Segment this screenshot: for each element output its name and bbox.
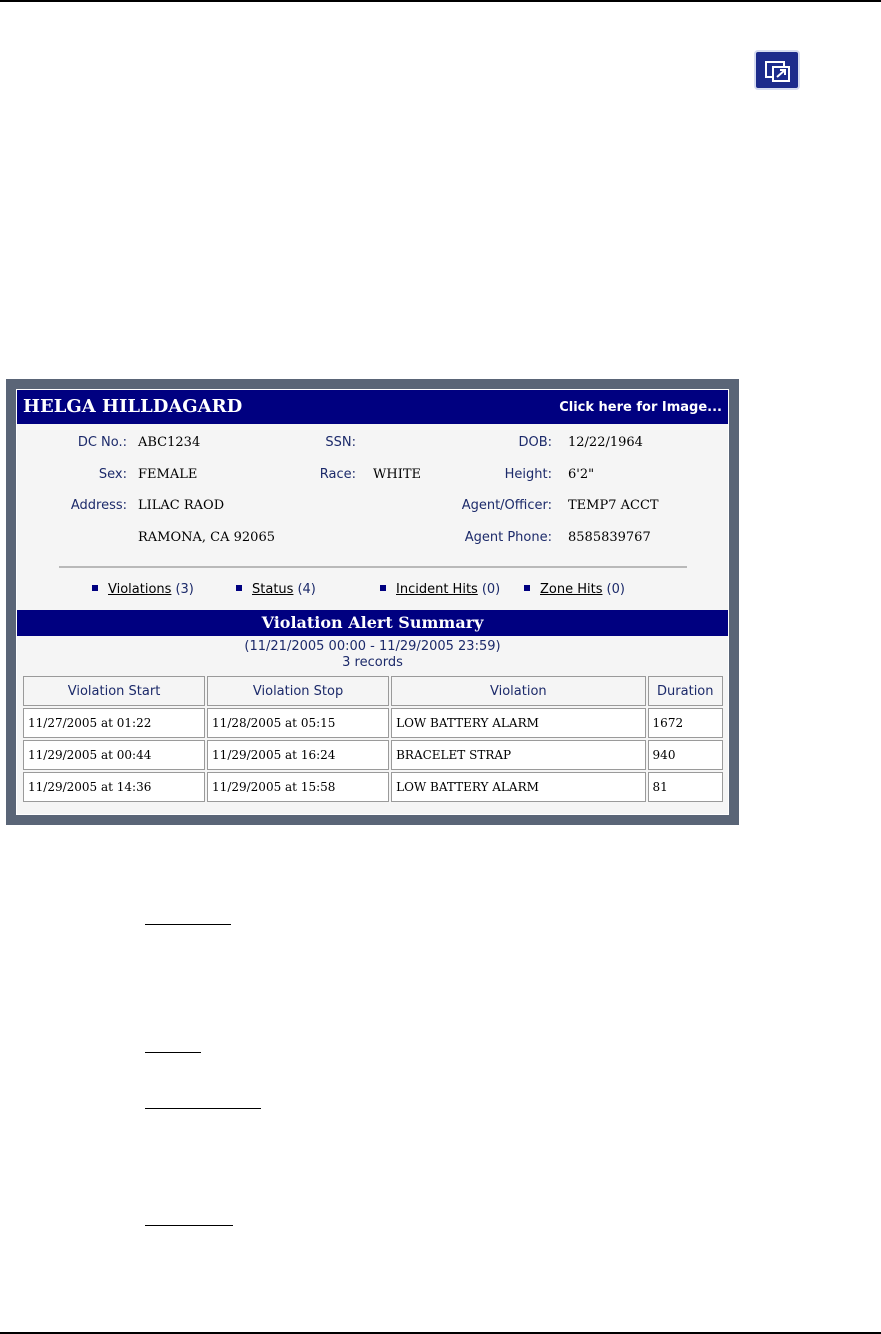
offender-panel [16, 389, 729, 815]
address-line2: RAMONA, CA 92065 [138, 530, 275, 545]
violations-link[interactable]: Violations (3) [92, 582, 194, 597]
text-underline [145, 924, 231, 925]
top-rule [0, 0, 881, 2]
offender-name: HELGA HILLDAGARD [23, 396, 243, 417]
table-row [23, 740, 723, 770]
zone-hits-link[interactable]: Zone Hits (0) [524, 582, 625, 597]
header-violation-stop: Violation Stop [207, 676, 389, 706]
agent-officer-label: Agent/Officer: [461, 498, 552, 513]
height-value: 6'2" [568, 467, 595, 482]
cell-start: 11/27/2005 at 01:22 [23, 708, 205, 738]
cell-stop: 11/29/2005 at 16:24 [207, 740, 389, 770]
divider [59, 566, 687, 568]
bullet-icon [380, 585, 386, 591]
bullet-icon [236, 585, 242, 591]
text-underline [145, 1052, 201, 1053]
dc-no-value: ABC1234 [138, 435, 201, 450]
date-range: (11/21/2005 00:00 - 11/29/2005 23:59) [244, 639, 501, 654]
text-underline [145, 1225, 233, 1226]
address-label: Address: [70, 498, 127, 513]
height-label: Height: [504, 467, 552, 482]
dob-value: 12/22/1964 [568, 435, 643, 450]
sex-label: Sex: [98, 467, 127, 482]
agent-phone-label: Agent Phone: [464, 530, 552, 545]
window-popout-icon[interactable] [754, 50, 800, 90]
dob-label: DOB: [518, 435, 552, 450]
race-value: WHITE [373, 467, 421, 482]
table-header-row [23, 676, 723, 706]
dc-no-label: DC No.: [77, 435, 127, 450]
summary-title: Violation Alert Summary [17, 610, 728, 636]
bullet-icon [524, 585, 530, 591]
image-link[interactable]: Click here for Image... [559, 400, 722, 415]
violation-table [21, 674, 725, 804]
sex-value: FEMALE [138, 467, 198, 482]
incident-hits-link[interactable]: Incident Hits (0) [380, 582, 500, 597]
cell-start: 11/29/2005 at 14:36 [23, 772, 205, 802]
header-violation-start: Violation Start [23, 676, 205, 706]
race-label: Race: [319, 467, 356, 482]
cell-duration: 81 [648, 772, 723, 802]
address-line1: LILAC RAOD [138, 498, 225, 513]
ssn-label: SSN: [325, 435, 356, 450]
bullet-icon [92, 585, 98, 591]
cell-violation: BRACELET STRAP [391, 740, 645, 770]
cell-violation: LOW BATTERY ALARM [391, 772, 645, 802]
agent-phone-value: 8585839767 [568, 530, 651, 545]
offender-name-bar [17, 390, 728, 424]
status-link[interactable]: Status (4) [236, 582, 316, 597]
table-row [23, 772, 723, 802]
table-row [23, 708, 723, 738]
cell-violation: LOW BATTERY ALARM [391, 708, 645, 738]
cell-start: 11/29/2005 at 00:44 [23, 740, 205, 770]
offender-panel-frame [6, 379, 739, 825]
header-duration: Duration [648, 676, 723, 706]
history-links [17, 582, 728, 602]
record-count: 3 records [342, 655, 403, 670]
cell-stop: 11/28/2005 at 05:15 [207, 708, 389, 738]
cell-duration: 1672 [648, 708, 723, 738]
text-underline [145, 1108, 261, 1109]
cell-stop: 11/29/2005 at 15:58 [207, 772, 389, 802]
cell-duration: 940 [648, 740, 723, 770]
header-violation: Violation [391, 676, 645, 706]
agent-officer-value: TEMP7 ACCT [568, 498, 659, 513]
